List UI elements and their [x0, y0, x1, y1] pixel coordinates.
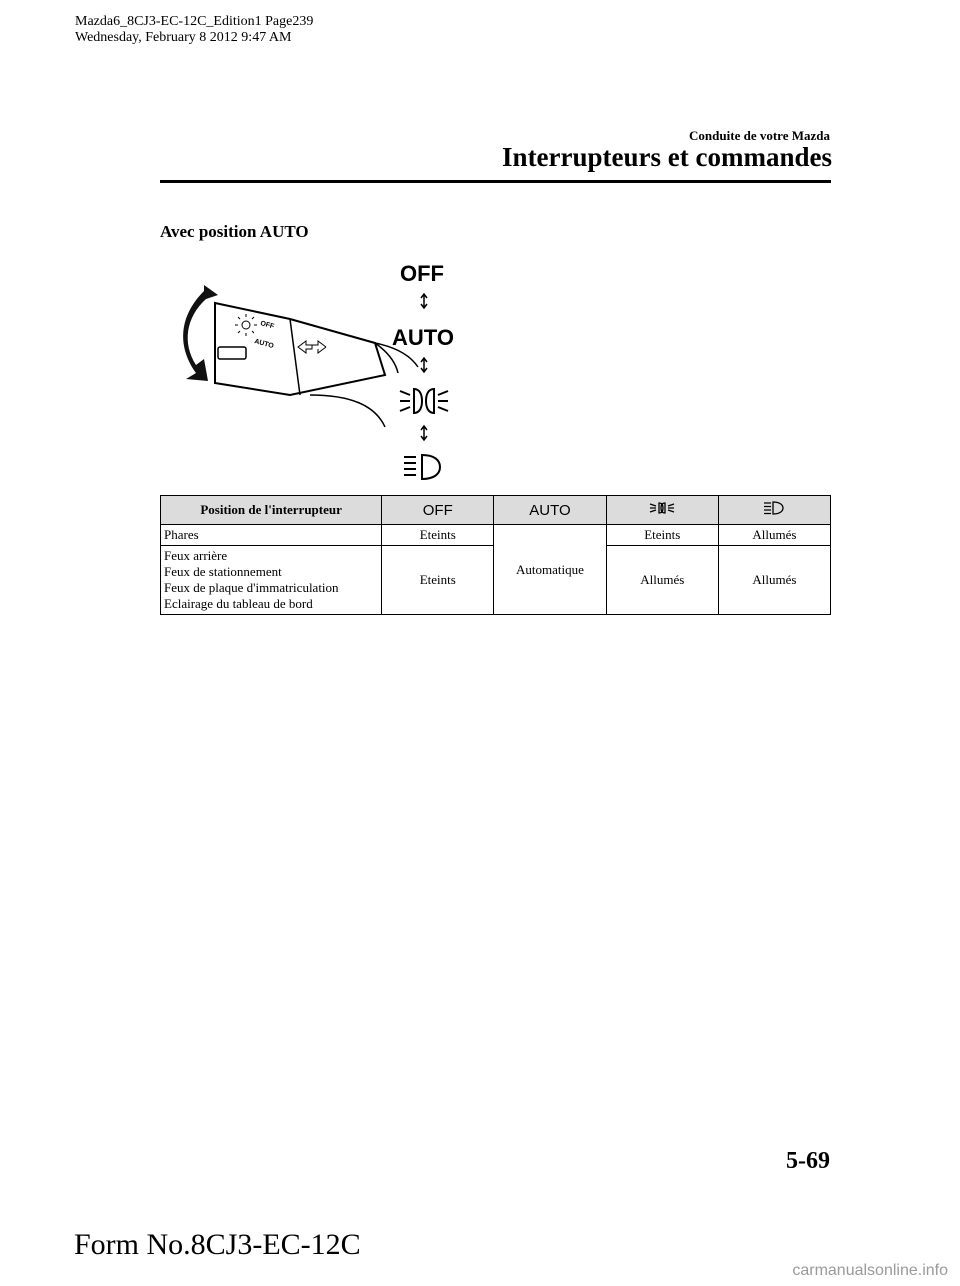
table-header-row — [161, 496, 831, 525]
row-label-line: Feux arrière — [164, 548, 228, 563]
page-number: 5-69 — [786, 1148, 830, 1174]
lighting-switch-illustration — [160, 255, 500, 485]
cell-off: Eteints — [382, 546, 494, 615]
cell-off: Eteints — [382, 525, 494, 546]
headlight-icon — [762, 500, 786, 516]
header-headlight — [718, 496, 830, 525]
cell-headlight: Allumés — [718, 525, 830, 546]
row-label-line: Feux de plaque d'immatriculation — [164, 580, 339, 595]
watermark: carmanualsonline.info — [792, 1262, 948, 1279]
cell-headlight: Allumés — [718, 546, 830, 615]
cell-parking: Allumés — [606, 546, 718, 615]
parking-light-icon — [400, 389, 448, 413]
row-label — [161, 546, 382, 615]
section-title: Interrupteurs et commandes — [502, 142, 832, 172]
header-auto: AUTO — [494, 496, 606, 525]
stalk-off-mark: OFF — [259, 320, 275, 331]
switch-position-table — [160, 495, 831, 615]
print-header-line-2: Wednesday, February 8 2012 9:47 AM — [75, 30, 292, 45]
header-rule — [160, 180, 831, 183]
header-switch-position: Position de l'interrupteur — [161, 496, 382, 525]
subheading: Avec position AUTO — [160, 222, 309, 241]
row-label-line: Eclairage du tableau de bord — [164, 596, 313, 611]
cell-parking: Eteints — [606, 525, 718, 546]
arrow-updown-icon — [421, 426, 427, 440]
auto-label: AUTO — [392, 325, 454, 350]
off-label: OFF — [400, 261, 444, 286]
chapter-title: Conduite de votre Mazda — [689, 128, 830, 143]
headlight-icon — [404, 455, 440, 479]
header-parking-light — [606, 496, 718, 525]
print-header — [75, 14, 313, 46]
row-label-line: Feux de stationnement — [164, 564, 282, 579]
arrow-updown-icon — [421, 294, 427, 308]
parking-light-icon — [646, 500, 678, 516]
rotation-arrow-icon — [183, 285, 218, 381]
stalk-auto-mark: AUTO — [253, 338, 275, 351]
cell-auto: Automatique — [494, 525, 606, 615]
arrow-updown-icon — [421, 358, 427, 372]
form-number: Form No.8CJ3-EC-12C — [74, 1228, 361, 1261]
print-header-line-1: Mazda6_8CJ3-EC-12C_Edition1 Page239 — [75, 14, 314, 29]
table-row — [161, 525, 831, 546]
row-label: Phares — [161, 525, 382, 546]
lighting-stalk — [215, 303, 418, 427]
header-off: OFF — [382, 496, 494, 525]
